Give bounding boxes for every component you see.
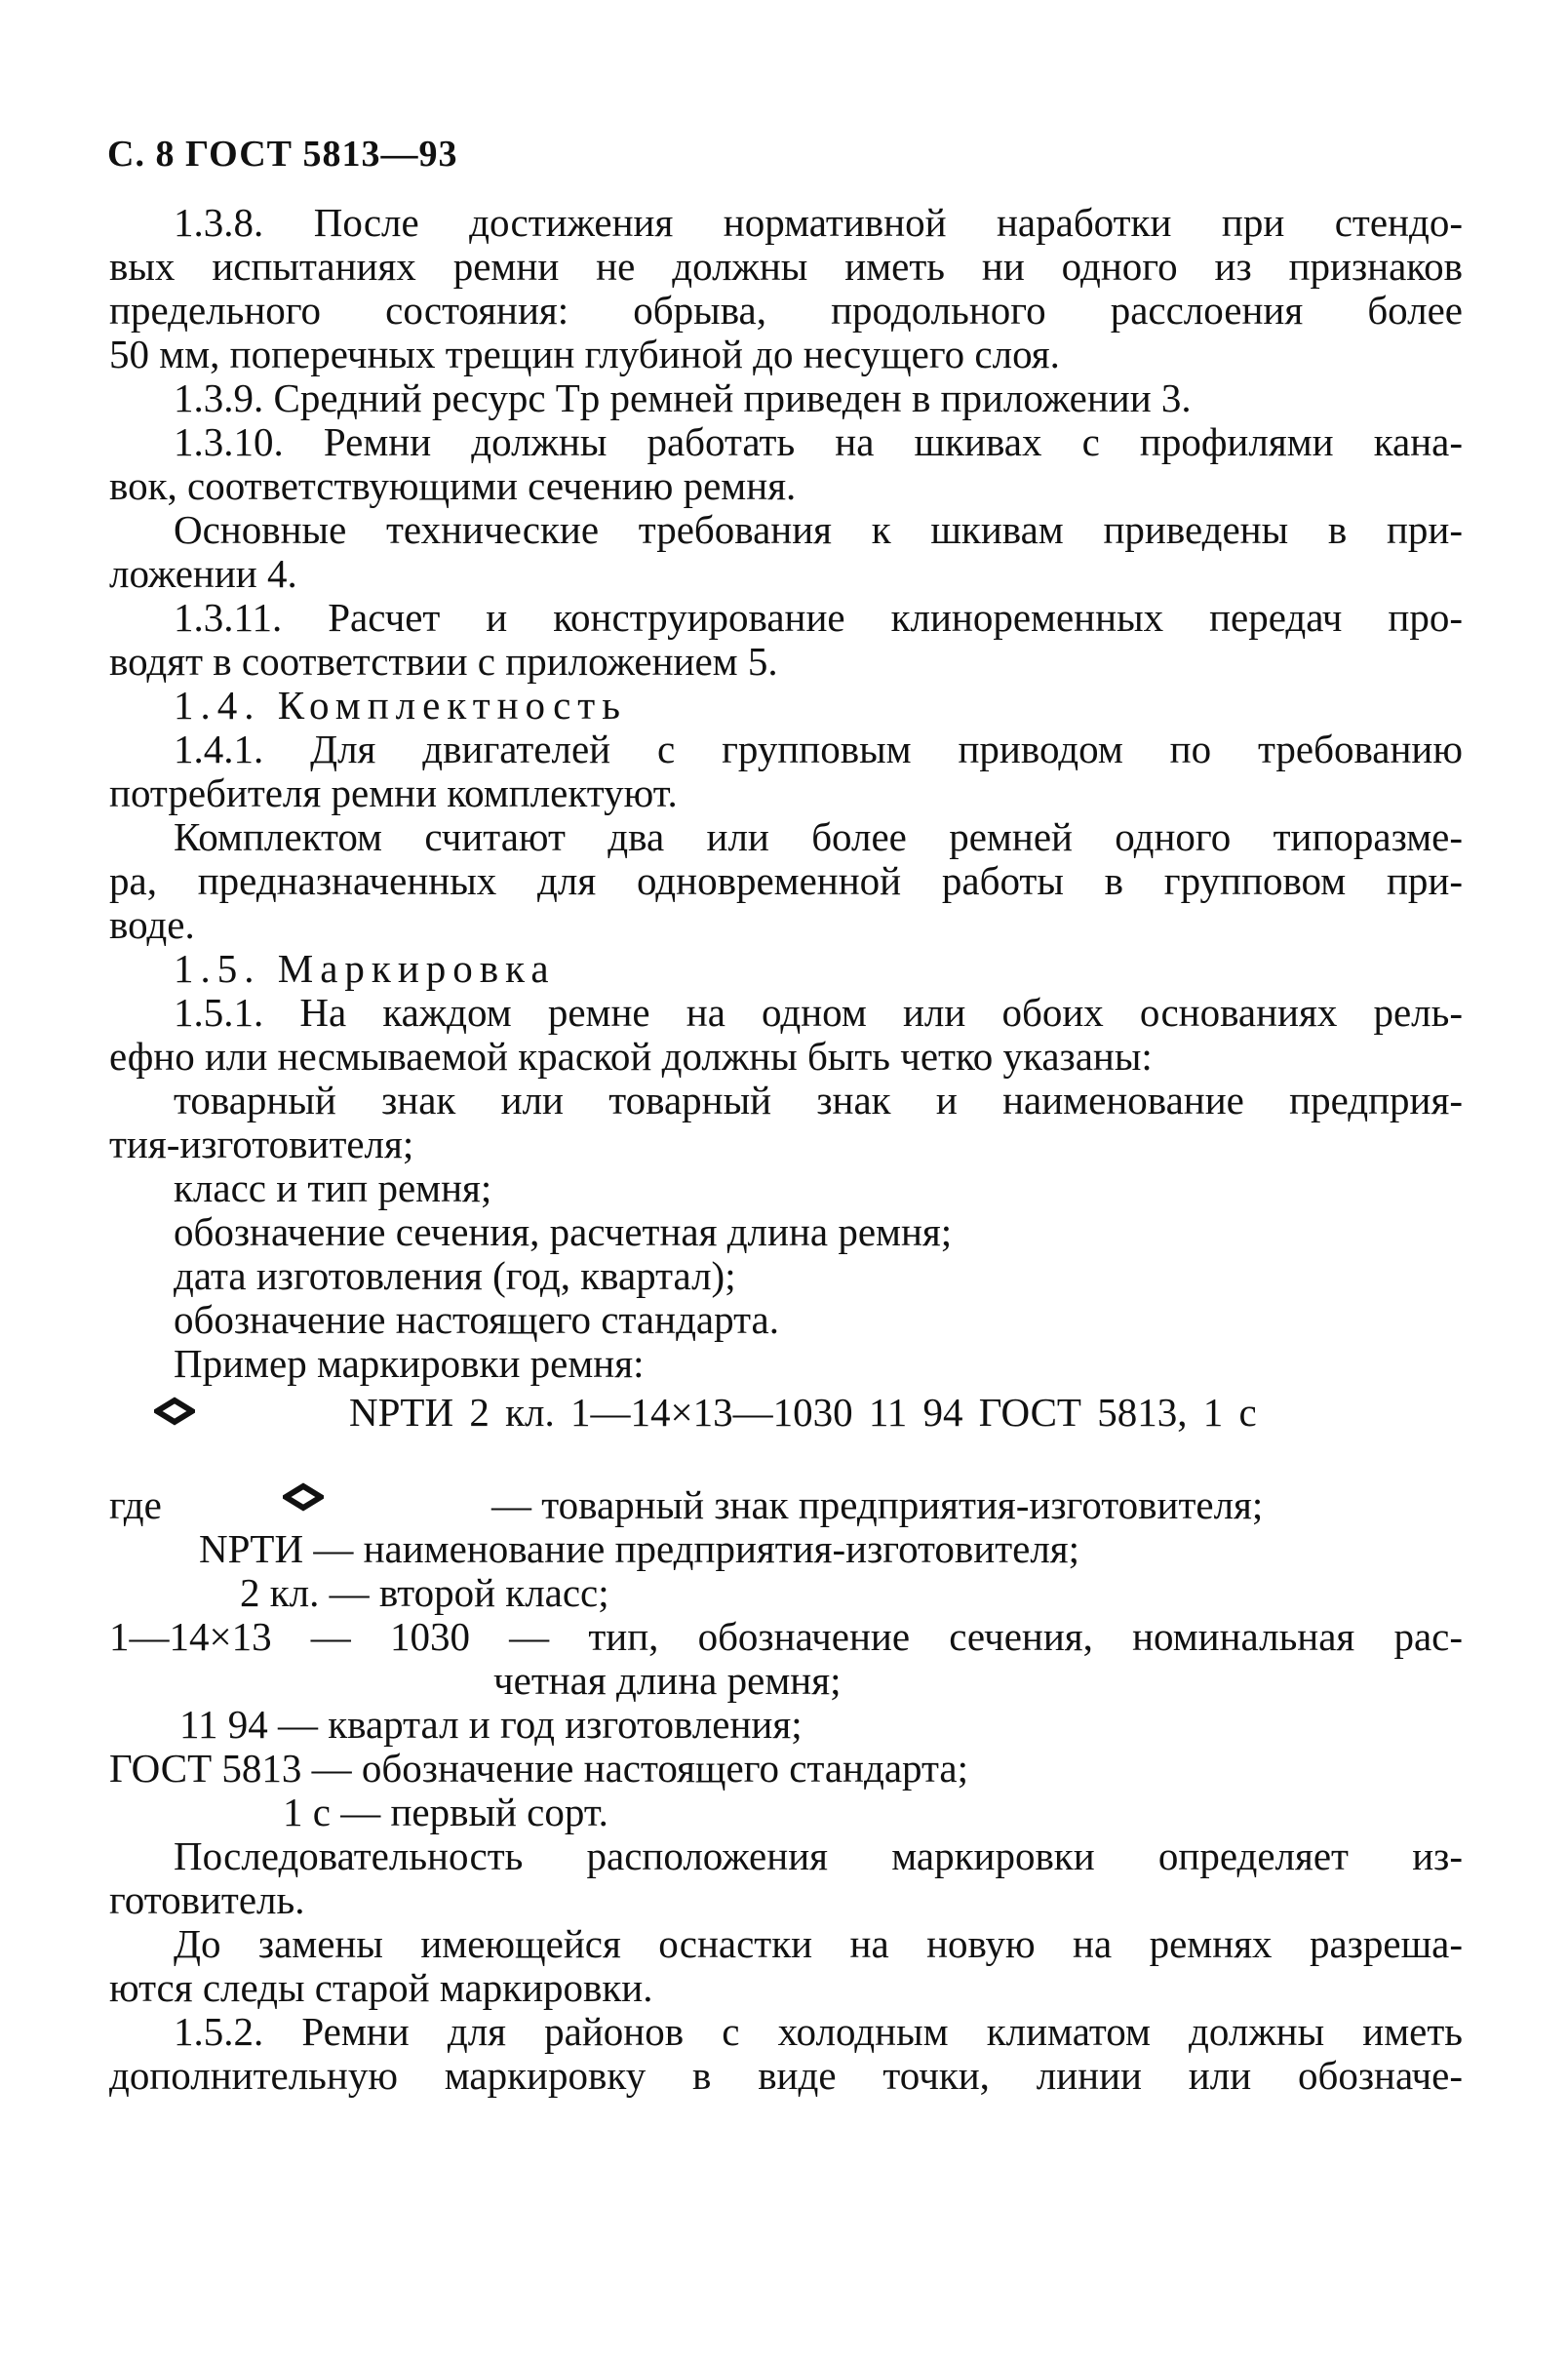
text-line: 1.3.8. После достижения нормативной наработки при стендо- [174,200,1463,245]
diamond-logo-icon [283,1482,324,1512]
text-line: тия-изготовителя; [109,1122,414,1166]
text-line: ются следы старой маркировки. [109,1965,653,2010]
legend-date: 11 94 — квартал и год изготовления; [179,1702,803,1747]
text-line: товарный знак или товарный знак и наименование предприя- [174,1078,1463,1122]
page-header: С. 8 ГОСТ 5813—93 [107,134,458,175]
text-line: ложении 4. [109,551,297,596]
text-line: 1.3.9. Средний ресурс Tр ремней приведен в приложении 3. [174,375,1192,420]
text-line: класс и тип ремня; [174,1165,492,1210]
legend-type-cont: четная длина ремня; [493,1658,842,1703]
legend-nrti: NPTИ — наименование предприятия-изготовителя; [199,1526,1080,1571]
text-line: 1.5.1. На каждом ремне на одном или обоих основаниях рель- [174,990,1463,1035]
text-line: потребителя ремни комплектуют. [109,770,678,815]
legend-logo-desc: — товарный знак предприятия-изготовителя; [491,1482,1264,1527]
text-line: обозначение сечения, расчетная длина ремня; [174,1209,953,1254]
text-line: водят в соответствии с приложением 5. [109,639,778,684]
text-line: 50 мм, поперечных трещин глубиной до несущего слоя. [109,332,1060,376]
section-heading: 1.4. Комплектность [174,683,627,728]
text-line: 1.3.11. Расчет и конструирование клиноременных передач про- [174,595,1463,640]
text-line: обозначение настоящего стандарта. [174,1297,779,1342]
text-line: 1.3.10. Ремни должны работать на шкивах с профилями кана- [174,419,1463,464]
text-line: воде. [109,902,195,947]
text-line: дата изготовления (год, квартал); [174,1253,736,1298]
text-line: Комплектом считают два или более ремней одного типоразме- [174,814,1463,859]
text-line: ра, предназначенных для одновременной работы в групповом при- [109,858,1463,903]
legend-grade: 1 с — первый сорт. [283,1790,608,1834]
legend-gost: ГОСТ 5813 — обозначение настоящего стандарта; [109,1746,969,1791]
legend-type: 1—14×13 — 1030 — тип, обозначение сечения, номинальная рас- [109,1614,1463,1659]
legend-class: 2 кл. — второй класс; [240,1570,609,1615]
marking-example: NPTИ 2 кл. 1—14×13—1030 11 94 ГОСТ 5813, 1 с [349,1390,1257,1435]
legend-where: где [109,1482,162,1527]
text-line: вок, соответствующими сечению ремня. [109,463,797,508]
text-line: вых испытаниях ремни не должны иметь ни одного из признаков [109,244,1463,289]
text-line: Пример маркировки ремня: [174,1341,645,1386]
text-line: 1.5.2. Ремни для районов с холодным климатом должны иметь [174,2009,1463,2054]
text-line: До замены имеющейся оснастки на новую на ремнях разреша- [174,1921,1463,1966]
text-line: 1.4.1. Для двигателей с групповым приводом по требованию [174,727,1463,771]
diamond-logo-icon [154,1397,195,1426]
text-line: предельного состояния: обрыва, продольного расслоения более [109,288,1463,333]
text-line: дополнительную маркировку в виде точки, линии или обозначе- [109,2053,1463,2098]
text-line: Последовательность расположения маркировки определяет из- [174,1833,1463,1878]
section-heading: 1.5. Маркировка [174,946,556,991]
text-line: ефно или несмываемой краской должны быть четко указаны: [109,1034,1153,1079]
text-line: готовитель. [109,1877,305,1922]
text-line: Основные технические требования к шкивам приведены в при- [174,507,1463,552]
